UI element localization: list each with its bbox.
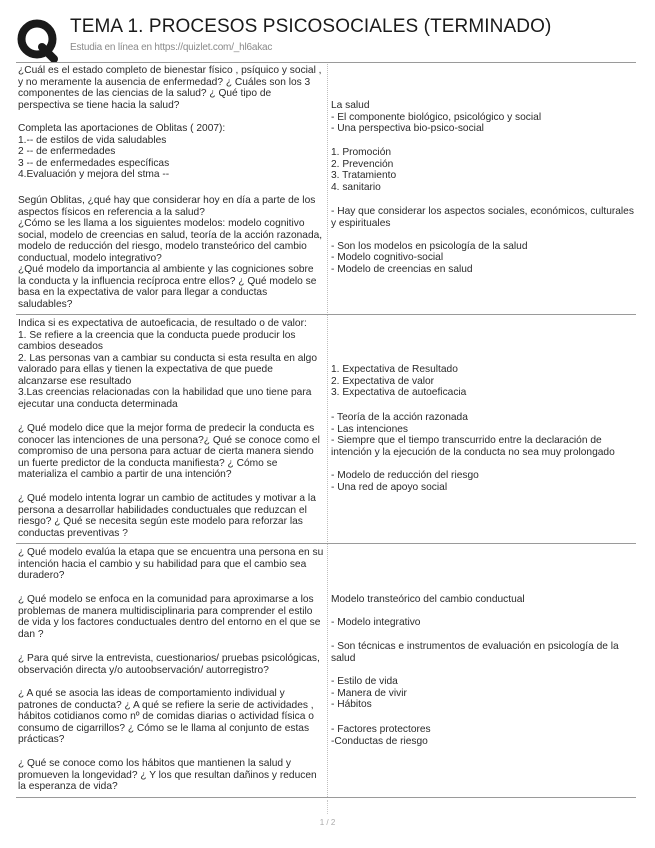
column-divider — [327, 315, 328, 542]
answer-cell: - Son técnicas e instrumentos de evaluación en psicología de la salud — [331, 641, 619, 664]
question-cell: Según Oblitas, ¿qué hay que considerar hoy en día a parte de los aspectos físicos en referencia a la salud? ¿Cómo se les llama a los siguientes modelos: modelo cognitivo social, modelo de creencias en salud, teoría de la acción razonada, modelo de reducción del riesgo, modelo transteórico del cambio conductual, modelo integrativo? ¿Qué modelo da importancia al ambiente y las cogniciones sobre la conducta y la influencia recíproca entre ellos? ¿ Qué modelo se basa en la expectativa de valor para llegar a conductas saludables? — [18, 195, 323, 310]
answer-cell: - Teoría de la acción razonada - Las intenciones - Siempre que el tiempo transcurrido entre la declaración de intención y la ejecución de la conducta no sea muy prolongado — [331, 412, 615, 458]
page-title: TEMA 1. PROCESOS PSICOSOCIALES (TERMINADO) — [70, 16, 552, 37]
question-cell: Indica si es expectativa de autoeficacia, de resultado o de valor: 1. Se refiere a la creencia que la conducta puede producir los cambios deseados 2. Las personas van a cambiar su conducta si esta resulta en algo valorado para ellas y tienen la expectativa de que puede alcanzarse ese resultado 3.Las creencias relacionadas con la habilidad que uno tiene para ejecutar una conducta determinada — [18, 318, 318, 410]
question-cell: ¿ Qué modelo intenta lograr un cambio de actitudes y motivar a la persona a desarrollar habilidades conductuales que reduzcan el riesgo? ¿ Qué se necesita según este modelo para reforzar las conductas preventivas ? — [18, 493, 316, 539]
row-divider — [16, 797, 636, 798]
question-cell: Completa las aportaciones de Oblitas ( 2007): 1.-- de estilos de vida saludables 2 -- de enfermedades 3 -- de enfermedades específicas 4.Evaluación y mejora del stma -- — [18, 123, 226, 180]
question-cell: ¿ Para qué sirve la entrevista, cuestionarios/ pruebas psicológicas, observación directa y/o autoobservación/ autorregistro? — [18, 653, 320, 676]
question-cell: ¿ Qué modelo dice que la mejor forma de predecir la conducta es conocer las intenciones de una persona?¿ Qué se conoce como el compromiso de una persona para actuar de cierta manera siendo un fuerte predictor de la conducta manifiesta? ¿ Cómo se materializa el cambio a partir de una intención? — [18, 423, 320, 480]
footer-divider — [327, 800, 328, 814]
answer-cell: - Hay que considerar los aspectos sociales, económicos, culturales y espirituales - Son los modelos en psicología de la salud - Modelo cognitivo-social - Modelo de creencias en salud — [331, 206, 634, 275]
question-cell: ¿ A qué se asocia las ideas de comportamiento individual y patrones de conducta? ¿ A qué se refiere la serie de actividades , hábitos cotidianos como nº de comidas diarias o actividad física o consumo de cigarrillos? ¿ Cómo se le llama al conjunto de estas prácticas? — [18, 688, 314, 745]
answer-cell: - Modelo de reducción del riesgo - Una red de apoyo social — [331, 470, 479, 493]
column-divider — [327, 544, 328, 797]
question-cell: ¿ Qué se conoce como los hábitos que mantienen la salud y promueven la longevidad? ¿ Y los que resultan dañinos y reducen la esperanza de vida? — [18, 758, 317, 792]
row-divider — [16, 314, 636, 315]
answer-cell: La salud - El componente biológico, psicológico y social - Una perspectiva bio-psico-social — [331, 100, 542, 134]
question-cell: ¿ Qué modelo evalúa la etapa que se encuentra una persona en su intención hacia el cambio y su habilidad para que el cambio sea duradero? — [18, 547, 324, 581]
answer-cell: 1. Expectativa de Resultado 2. Expectativa de valor 3. Expectativa de autoeficacia — [331, 364, 467, 398]
row-divider — [16, 543, 636, 544]
page-number: 1 / 2 — [319, 818, 336, 827]
page-subtitle: Estudia en línea en https://quizlet.com/_hl6akac — [70, 42, 273, 53]
answer-cell: Modelo transteórico del cambio conductual — [331, 594, 525, 605]
answer-cell: 1. Promoción 2. Prevención 3. Tratamiento 4. sanitario — [331, 147, 397, 193]
answer-cell: - Factores protectores -Conductas de riesgo — [331, 724, 431, 747]
quizlet-q-icon — [16, 18, 60, 62]
question-cell: ¿ Qué modelo se enfoca en la comunidad para aproximarse a los problemas de manera multidisciplinaria para comprender el estilo de vida y los factores conductuales dentro del entorno en el que se dan ? — [18, 594, 321, 640]
answer-cell: - Estilo de vida - Manera de vivir - Hábitos — [331, 676, 407, 710]
header — [16, 14, 636, 62]
question-cell: ¿Cuál es el estado completo de bienestar físico , psíquico y social , y no meramente la ausencia de enfermedad? ¿ Cuáles son los 3 componentes de las ciencias de la salud? ¿ Qué tipo de perspectiva se tiene hacia la salud? — [18, 65, 322, 111]
answer-cell: - Modelo integrativo — [331, 617, 421, 628]
column-divider — [327, 62, 328, 313]
row-divider — [16, 62, 636, 63]
